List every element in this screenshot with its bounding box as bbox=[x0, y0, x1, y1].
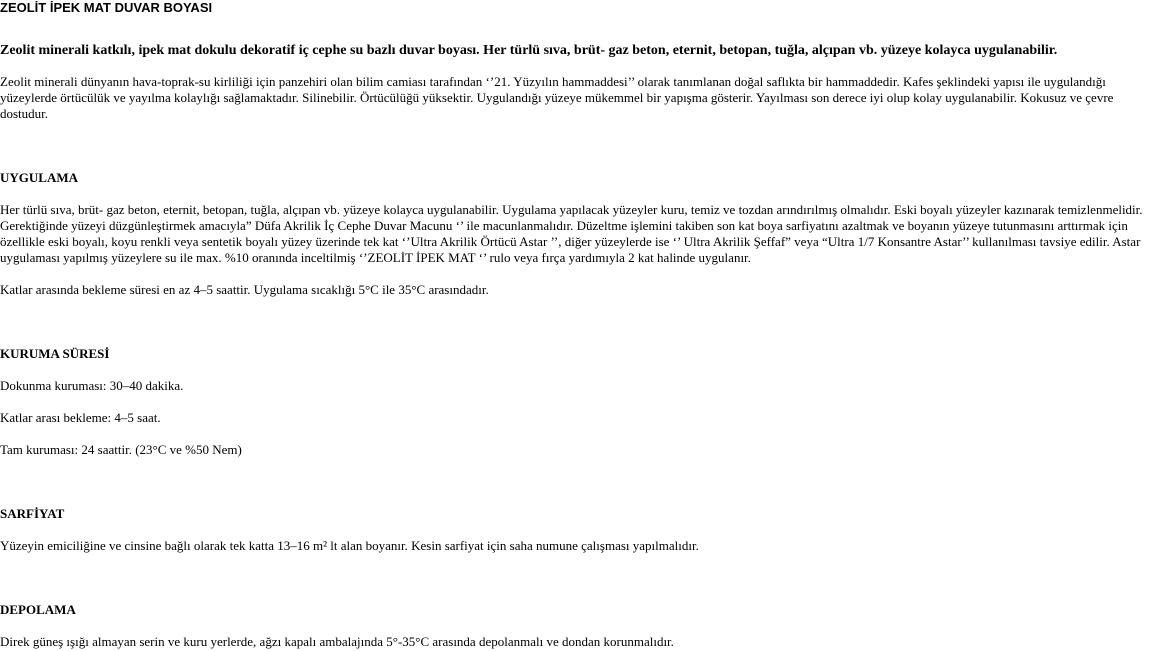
uygulama-note: Katlar arasında bekleme süresi en az 4–5 saattir. Uygulama sıcaklığı 5°C ile 35°C arasındadır. bbox=[0, 282, 489, 297]
uygulama-paragraph: Her türlü sıva, brüt- gaz beton, eternit, betopan, tuğla, alçıpan vb. yüzeye kolayca uygulanabilir. Uygulama yapılacak yüzeyler kuru, temiz ve tozdan arındırılmış olmalıdır. Eski boyalı yüzeyler kazınarak temizlenmelidir. Gerektiğinde yüzeyi düzgünleştirmek amacıyla” Düfa Akrilik İç Cephe Duvar Macunu ‘’ ile macunlanmalıdır. Düzeltme işlemini takiben son kat boya sarfiyatını azaltmak ve boyanın yüzeye tutunmasını arttırmak için özellikle eski boyalı, koyu renkli veya sentetik boyalı yüzey üzerinde tek kat ‘’Ultra Akrilik Örtücü Astar ’’, diğer yüzeylerde ise ‘’ Ultra Akrilik Şeffaf” veya “Ultra 1/7 Konsantre Astar’’ kullanılması tavsiye edilir. Astar uygulaması yapılmış yüzeylere su ile max. %10 oranında inceltilmiş ‘’ZEOLİT İPEK MAT ‘’ rulo veya fırça yardımıyla 2 kat halinde uygulanır. bbox=[0, 202, 1143, 265]
depolama-paragraph: Direk güneş ışığı almayan serin ve kuru yerlerde, ağzı kapalı ambalajında 5°-35°C arasında depolanmalı ve dondan korunmalıdır. bbox=[0, 634, 674, 649]
page-title: ZEOLİT İPEK MAT DUVAR BOYASI bbox=[0, 0, 213, 15]
kuruma-dokunma: Dokunma kuruması: 30–40 dakika. bbox=[0, 378, 184, 393]
kuruma-heading: KURUMA SÜRESİ bbox=[0, 346, 110, 361]
kuruma-katlar: Katlar arası bekleme: 4–5 saat. bbox=[0, 410, 161, 425]
kuruma-tam: Tam kuruması: 24 saattir. (23°C ve %50 Nem) bbox=[0, 442, 242, 457]
depolama-heading: DEPOLAMA bbox=[0, 602, 76, 617]
sarfiyat-paragraph: Yüzeyin emiciliğine ve cinsine bağlı olarak tek katta 13–16 m² lt alan boyanır. Kesin sarfiyat için saha numune çalışması yapılmalıdır. bbox=[0, 538, 699, 553]
uygulama-heading: UYGULAMA bbox=[0, 170, 78, 185]
intro-paragraph: Zeolit minerali dünyanın hava-toprak-su kirliliği için panzehiri olan bilim camiası tarafından ‘’21. Yüzyılın hammaddesi’’ olarak tanımlanan doğal saflıkta bir hammaddedir. Kafes şeklindeki yapısı ile uygulandığı yüzeylerde örtücülük ve yayılma kolaylığı sağlamaktadır. Silinebilir. Örtücülüğü yüksektir. Uygulandığı yüzeye mükemmel bir yapışma gösterir. Yayılması son derece iyi olup kolay uygulanabilir. Kokusuz ve çevre dostudur. bbox=[0, 74, 1114, 121]
sarfiyat-heading: SARFİYAT bbox=[0, 506, 65, 521]
lead-paragraph: Zeolit minerali katkılı, ipek mat dokulu dekoratif iç cephe su bazlı duvar boyası. Her türlü sıva, brüt- gaz beton, eternit, betopan, tuğla, alçıpan vb. yüzeye kolayca uygulanabilir. bbox=[0, 43, 1058, 58]
